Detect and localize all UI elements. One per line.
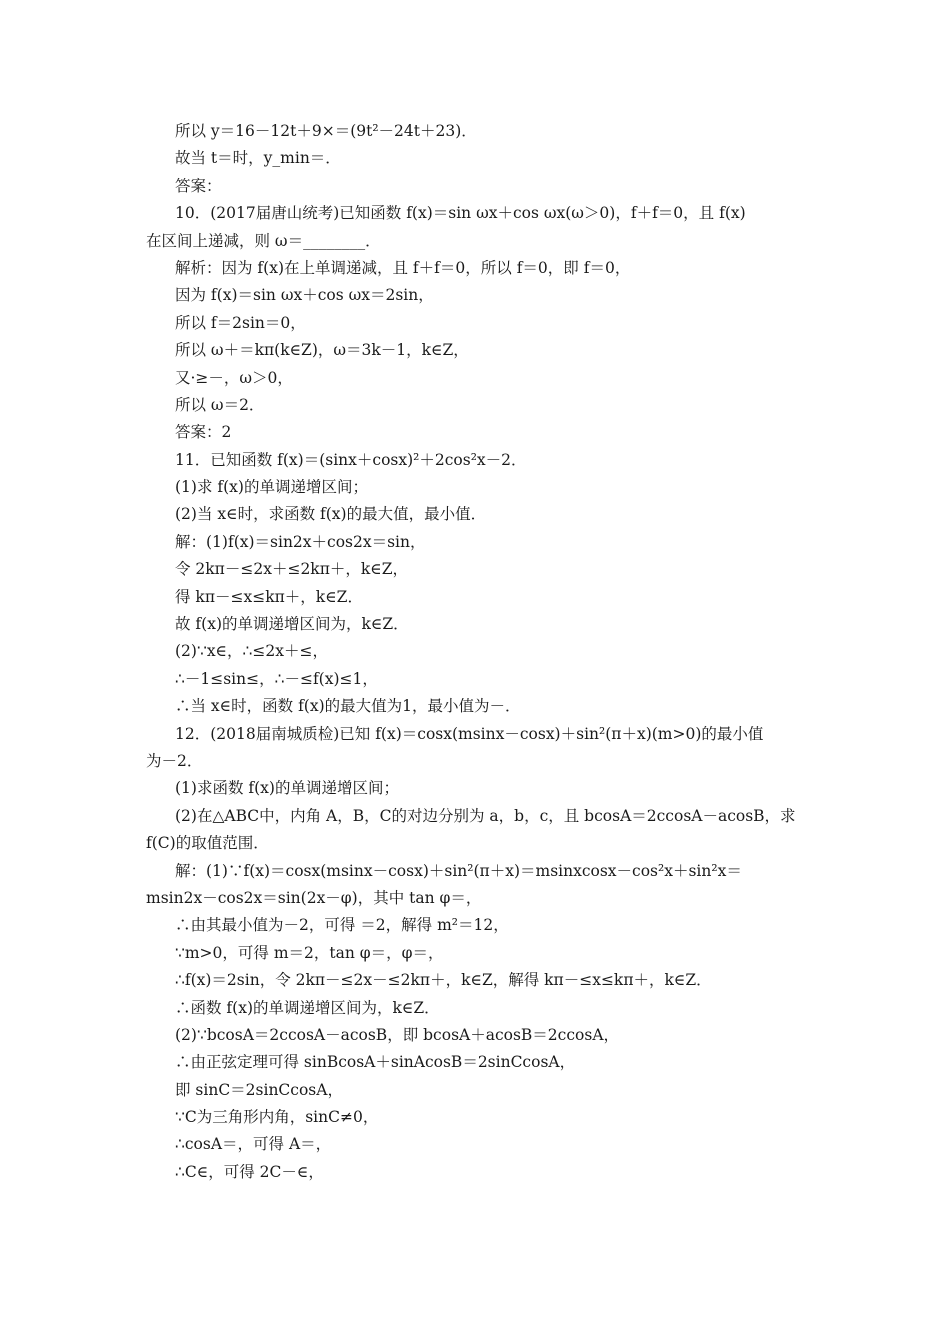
text-line: ∵m>0，可得 m＝2，tan φ＝，φ＝， (175, 943, 444, 962)
text-line: (2)∵bcosA＝2ccosA－acosB，即 bcosA＋acosB＝2ccosA， (175, 1025, 620, 1044)
text-line: (2)在△ABC中，内角 A，B，C的对边分别为 a，b，c，且 bcosA＝2ccosA－acosB，求 (175, 806, 796, 825)
text-line: (2)∵x∈，∴≤2x＋≤， (175, 642, 328, 661)
text-line: 因为 f(x)＝sin ωx＋cos ωx＝2sin， (175, 286, 434, 305)
text-line: 又·≥－，ω＞0， (175, 368, 293, 387)
text-line: 令 2kπ－≤2x＋≤2kπ＋，k∈Z， (175, 560, 409, 579)
text-line: 故 f(x)的单调递增区间为，k∈Z． (175, 615, 409, 634)
text-line: ∴f(x)＝2sin，令 2kπ－≤2x－≤2kπ＋，k∈Z，解得 kπ－≤x≤kπ＋，k∈Z． (175, 971, 712, 990)
text-line: 答案： (175, 176, 222, 195)
text-line: (1)求函数 f(x)的单调递增区间； (175, 779, 399, 798)
text-line: 解：(1)f(x)＝sin2x＋cos2x＝sin， (175, 532, 426, 551)
text-line: 所以 f＝2sin＝0， (175, 313, 306, 332)
problem-11-line: 11．已知函数 f(x)＝(sinx＋cosx)²＋2cos²x－2． (175, 450, 527, 469)
document-page (146, 118, 808, 1186)
text-line: 故当 t＝时，y_min＝． (175, 149, 341, 168)
problem-12-line: 为－2． (146, 751, 203, 770)
text-line: (2)当 x∈时，求函数 f(x)的最大值，最小值． (175, 505, 487, 524)
text-line: 所以 ω＋＝kπ(k∈Z)，ω＝3k－1，k∈Z， (175, 341, 469, 360)
text-line: msin2x－cos2x＝sin(2x－φ)，其中 tan φ＝， (146, 888, 482, 907)
text-line: ∴由正弦定理可得 sinBcosA＋sinAcosB＝2sinCcosA， (175, 1053, 576, 1072)
text-line: ∴C∈，可得 2C－∈， (175, 1162, 324, 1181)
text-line: 解：(1)∵f(x)＝cosx(msinx－cosx)＋sin²(π＋x)＝msinxcosx－cos²x＋sin²x＝ (175, 861, 742, 880)
text-line: 得 kπ－≤x≤kπ＋，k∈Z． (175, 587, 363, 606)
text-line: f(C)的取值范围． (146, 834, 269, 853)
text-line: 所以 ω＝2． (175, 395, 265, 414)
text-line: ∴cosA＝，可得 A＝， (175, 1135, 332, 1154)
text-line: ∴当 x∈时，函数 f(x)的最大值为1，最小值为－． (175, 697, 521, 716)
problem-10-line: 10．(2017届唐山统考)已知函数 f(x)＝sin ωx＋cos ωx(ω＞0)，f＋f＝0，且 f(x) (175, 204, 746, 223)
problem-10-line: 在区间上递减，则 ω＝________． (146, 231, 381, 250)
problem-12-line: 12．(2018届南城质检)已知 f(x)＝cosx(msinx－cosx)＋sin²(π＋x)(m>0)的最小值 (175, 724, 764, 743)
answer-line: 答案：2 (175, 423, 232, 442)
text-line: ∴－1≤sin≤，∴－≤f(x)≤1， (175, 669, 378, 688)
text-line: 即 sinC＝2sinCcosA， (175, 1080, 343, 1099)
text-line: ∴由其最小值为－2，可得 ＝2，解得 m²＝12， (175, 916, 509, 935)
text-line: 解析：因为 f(x)在上单调递减，且 f＋f＝0，所以 f＝0，即 f＝0， (175, 258, 631, 277)
text-line: 所以 y＝16－12t＋9×＝(9t²－24t＋23)． (175, 122, 477, 140)
text-line: ∴函数 f(x)的单调递增区间为，k∈Z． (175, 998, 440, 1017)
text-line: (1)求 f(x)的单调递增区间； (175, 478, 368, 497)
text-line: ∵C为三角形内角，sinC≠0， (175, 1108, 379, 1127)
